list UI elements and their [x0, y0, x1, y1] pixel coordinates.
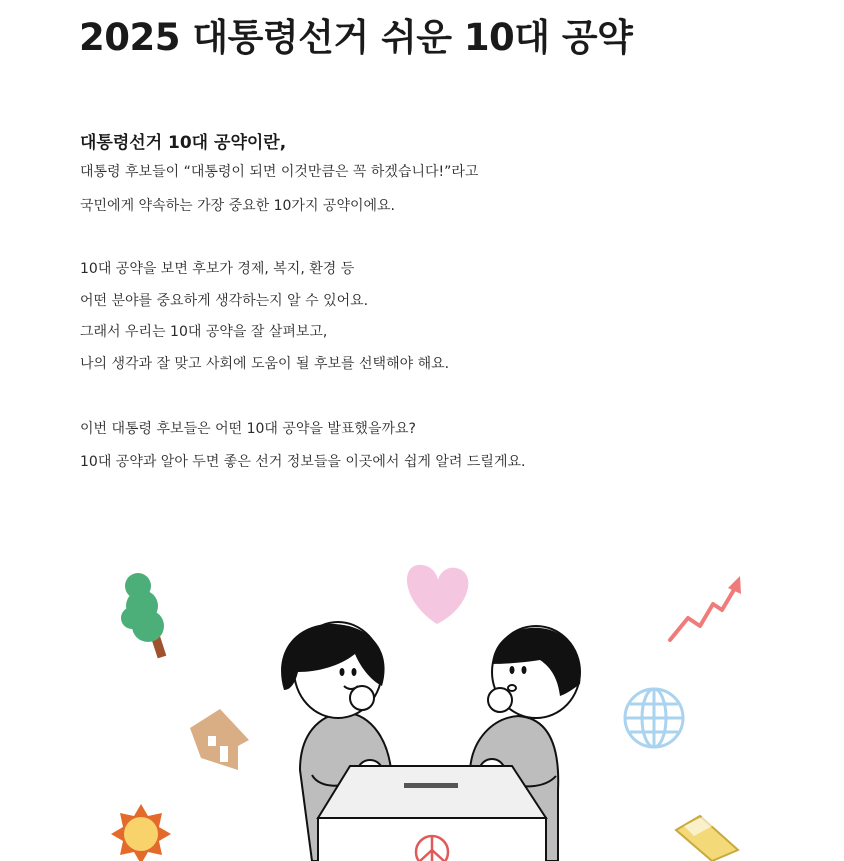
intro-text-line: 그래서 우리는 10대 공약을 잘 살펴보고,: [80, 324, 328, 340]
sun-icon: [111, 804, 171, 861]
intro-text-line: 어떤 분야를 중요하게 생각하는지 알 수 있어요.: [80, 293, 369, 309]
house-icon: [190, 709, 249, 770]
intro-text-line: 나의 생각과 잘 맞고 사회에 도움이 될 후보를 선택해야 해요.: [80, 356, 450, 372]
page-title: 2025 대통령선거 쉬운 10대 공약: [79, 16, 633, 59]
ballot-box-icon: [318, 766, 546, 861]
intro-heading: 대통령선거 10대 공약이란,: [80, 133, 287, 153]
heart-icon: [407, 565, 468, 624]
intro-text-line: 10대 공약을 보면 후보가 경제, 복지, 환경 등: [80, 261, 355, 277]
intro-text-line: 대통령 후보들이 “대통령이 되면 이것만큼은 꼭 하겠습니다!”라고: [80, 164, 479, 180]
intro-text-line: 국민에게 약속하는 가장 중요한 10가지 공약이에요.: [80, 198, 395, 214]
election-illustration: [0, 540, 844, 861]
globe-icon: [625, 689, 683, 747]
intro-text-line: 이번 대통령 후보들은 어떤 10대 공약을 발표했을까요?: [80, 421, 416, 437]
intro-text-line: 10대 공약과 알아 두면 좋은 선거 정보들을 이곳에서 쉽게 알려 드릴게요.: [80, 454, 526, 470]
money-icon: [676, 815, 738, 861]
tree-icon: [121, 573, 166, 658]
trend-up-icon: [670, 576, 741, 640]
